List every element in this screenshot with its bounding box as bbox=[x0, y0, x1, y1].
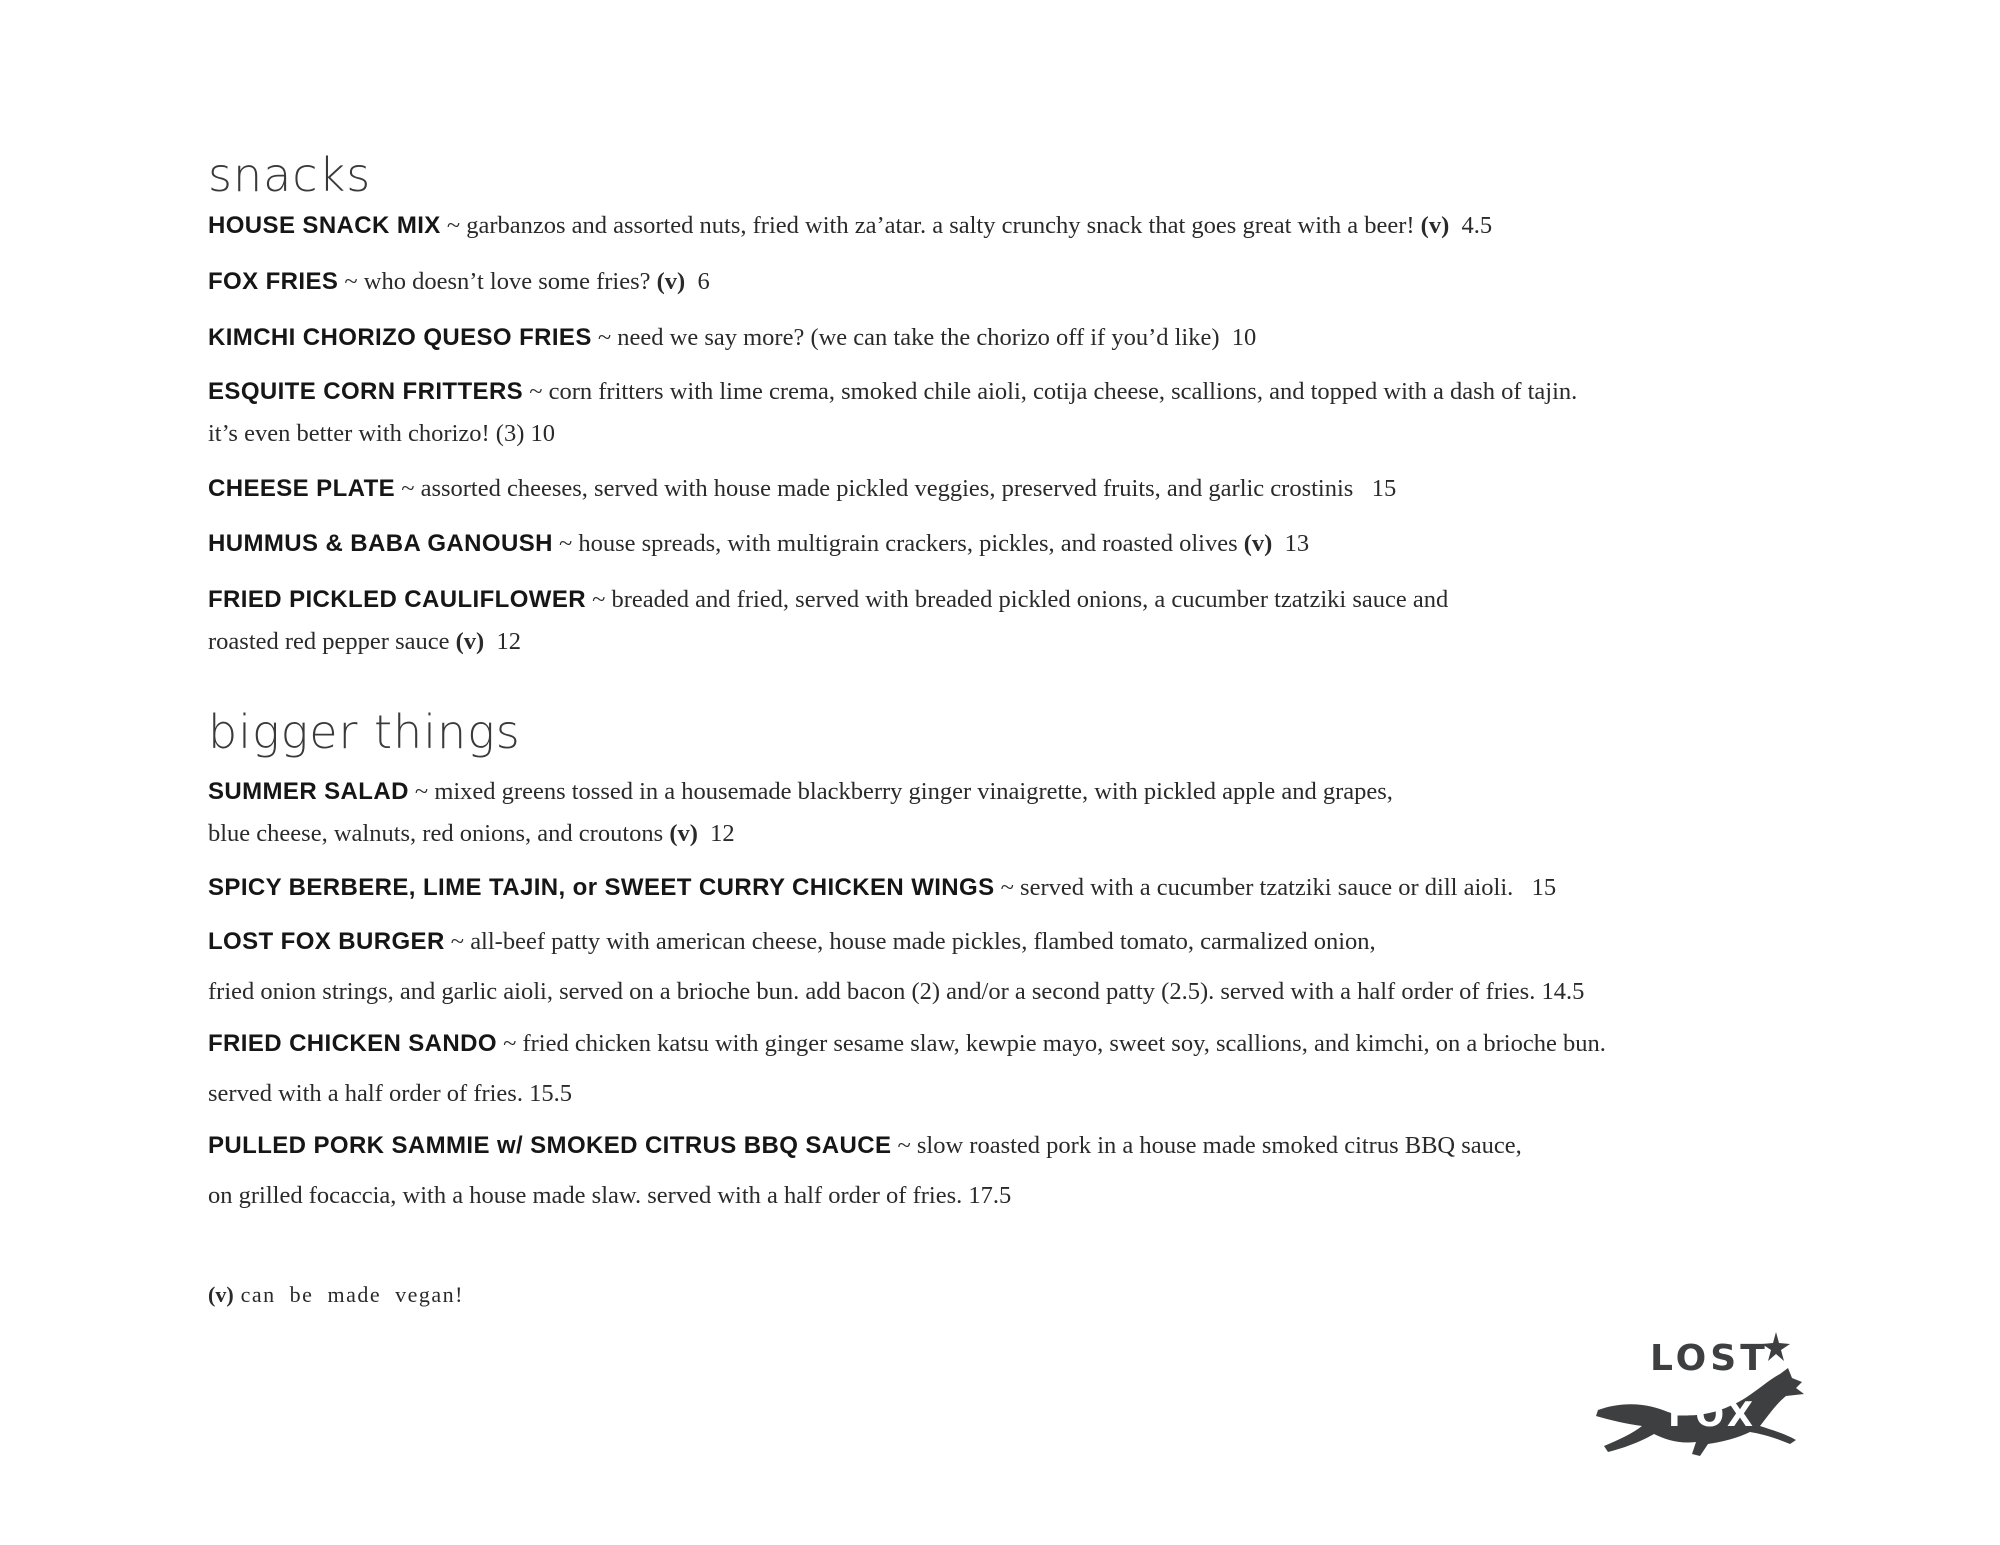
item-price: 4.5 bbox=[1449, 212, 1493, 239]
item-price: 12 bbox=[697, 820, 735, 847]
item-name: FOX FRIES bbox=[208, 268, 339, 295]
item-description-continued: served with a half order of fries. 15.5 bbox=[208, 1080, 572, 1107]
lost-fox-logo bbox=[1590, 1330, 1820, 1460]
item-name: ESQUITE CORN FRITTERS bbox=[208, 378, 524, 405]
vegan-badge: (v) bbox=[208, 1282, 234, 1307]
item-price: 13 bbox=[1272, 530, 1310, 557]
menu-item-esquite-corn-fritters: ESQUITE CORN FRITTERS ~ corn fritters with lime crema, smoked chile aioli, cotija cheese, scallions, and topped with a dash of tajin. bbox=[208, 378, 1578, 405]
item-description: fried chicken katsu with ginger sesame slaw, kewpie mayo, sweet soy, scallions, and kimchi, on a brioche bun. bbox=[522, 1030, 1606, 1057]
item-name: KIMCHI CHORIZO QUESO FRIES bbox=[208, 324, 592, 351]
vegan-footnote: (v) can be made vegan! bbox=[208, 1282, 464, 1307]
item-description: house spreads, with multigrain crackers, pickles, and roasted olives bbox=[578, 530, 1244, 557]
item-description: assorted cheeses, served with house made pickled veggies, preserved fruits, and garlic crostinis 15 bbox=[420, 475, 1397, 502]
menu-item-kimchi-chorizo-queso-fries: KIMCHI CHORIZO QUESO FRIES ~ need we say more? (we can take the chorizo off if you’d like) 10 bbox=[208, 324, 1257, 351]
vegan-badge: (v) bbox=[1243, 530, 1273, 557]
item-price: 12 bbox=[484, 628, 521, 655]
section-title-bigger-things: bigger things bbox=[208, 705, 521, 759]
item-description-continued: roasted red pepper sauce (v) 12 bbox=[208, 628, 521, 655]
item-name: LOST FOX BURGER bbox=[208, 928, 445, 955]
menu-item-cheese-plate: CHEESE PLATE ~ assorted cheeses, served with house made pickled veggies, preserved fruits, and garlic crostinis 15 bbox=[208, 475, 1397, 502]
item-description: mixed greens tossed in a housemade blackberry ginger vinaigrette, with pickled apple and grapes, bbox=[434, 778, 1393, 805]
menu-item-hummus-baba-ganoush: HUMMUS & BABA GANOUSH ~ house spreads, with multigrain crackers, pickles, and roasted olives (v) 13 bbox=[208, 530, 1310, 557]
vegan-badge: (v) bbox=[669, 820, 698, 847]
menu-item-lost-fox-burger: LOST FOX BURGER ~ all-beef patty with american cheese, house made pickles, flambed tomato, carmalized onion, bbox=[208, 928, 1376, 955]
item-description: breaded and fried, served with breaded pickled onions, a cucumber tzatziki sauce and bbox=[611, 586, 1449, 613]
item-description-continued: fried onion strings, and garlic aioli, served on a brioche bun. add bacon (2) and/or a second patty (2.5). served with a half order of fries. 14.5 bbox=[208, 978, 1585, 1005]
item-description-continued: on grilled focaccia, with a house made slaw. served with a half order of fries. 17.5 bbox=[208, 1182, 1012, 1209]
item-description-continued: it’s even better with chorizo! (3) 10 bbox=[208, 420, 555, 447]
section-title-snacks: snacks bbox=[208, 148, 372, 202]
item-description: need we say more? (we can take the chorizo off if you’d like) 10 bbox=[617, 324, 1257, 351]
menu-item-fried-pickled-cauliflower: FRIED PICKLED CAULIFLOWER ~ breaded and fried, served with breaded pickled onions, a cucumber tzatziki sauce and bbox=[208, 586, 1449, 613]
item-name: PULLED PORK SAMMIE w/ SMOKED CITRUS BBQ SAUCE bbox=[208, 1132, 892, 1159]
vegan-badge: (v) bbox=[1420, 212, 1450, 239]
item-name: HUMMUS & BABA GANOUSH bbox=[208, 530, 553, 557]
logo-text-fox: FOX bbox=[1668, 1395, 1758, 1435]
item-description: corn fritters with lime crema, smoked chile aioli, cotija cheese, scallions, and topped with a dash of tajin. bbox=[548, 378, 1578, 405]
logo-text-lost: LOST bbox=[1650, 1338, 1769, 1379]
menu-item-fried-chicken-sando: FRIED CHICKEN SANDO ~ fried chicken katsu with ginger sesame slaw, kewpie mayo, sweet soy, scallions, and kimchi, on a brioche bun. bbox=[208, 1030, 1606, 1057]
menu-item-house-snack-mix: HOUSE SNACK MIX ~ garbanzos and assorted nuts, fried with za’atar. a salty crunchy snack that goes great with a beer! (v) 4.5 bbox=[208, 212, 1493, 239]
item-description: slow roasted pork in a house made smoked citrus BBQ sauce, bbox=[916, 1132, 1522, 1159]
item-description: garbanzos and assorted nuts, fried with za’atar. a salty crunchy snack that goes great with a beer! bbox=[466, 212, 1421, 239]
item-name: CHEESE PLATE bbox=[208, 475, 396, 502]
vegan-badge: (v) bbox=[455, 628, 485, 655]
item-description-continued: blue cheese, walnuts, red onions, and croutons (v) 12 bbox=[208, 820, 735, 847]
item-description: all-beef patty with american cheese, house made pickles, flambed tomato, carmalized onion, bbox=[470, 928, 1376, 955]
menu-item-pulled-pork-sammie: PULLED PORK SAMMIE w/ SMOKED CITRUS BBQ SAUCE ~ slow roasted pork in a house made smoked citrus BBQ sauce, bbox=[208, 1132, 1522, 1159]
item-name: FRIED CHICKEN SANDO bbox=[208, 1030, 497, 1057]
item-name: HOUSE SNACK MIX bbox=[208, 212, 441, 239]
menu-item-summer-salad: SUMMER SALAD ~ mixed greens tossed in a housemade blackberry ginger vinaigrette, with pickled apple and grapes, bbox=[208, 778, 1393, 805]
item-name: SPICY BERBERE, LIME TAJIN, or SWEET CURRY CHICKEN WINGS bbox=[208, 874, 995, 901]
menu-item-chicken-wings: SPICY BERBERE, LIME TAJIN, or SWEET CURRY CHICKEN WINGS ~ served with a cucumber tzatziki sauce or dill aioli. 15 bbox=[208, 874, 1557, 901]
menu-item-fox-fries: FOX FRIES ~ who doesn’t love some fries? (v) 6 bbox=[208, 268, 710, 295]
item-name: SUMMER SALAD bbox=[208, 778, 409, 805]
item-description: who doesn’t love some fries? bbox=[363, 268, 657, 295]
item-name: FRIED PICKLED CAULIFLOWER bbox=[208, 586, 586, 613]
item-price: 6 bbox=[685, 268, 710, 295]
vegan-badge: (v) bbox=[656, 268, 686, 295]
item-description: served with a cucumber tzatziki sauce or dill aioli. 15 bbox=[1020, 874, 1557, 901]
